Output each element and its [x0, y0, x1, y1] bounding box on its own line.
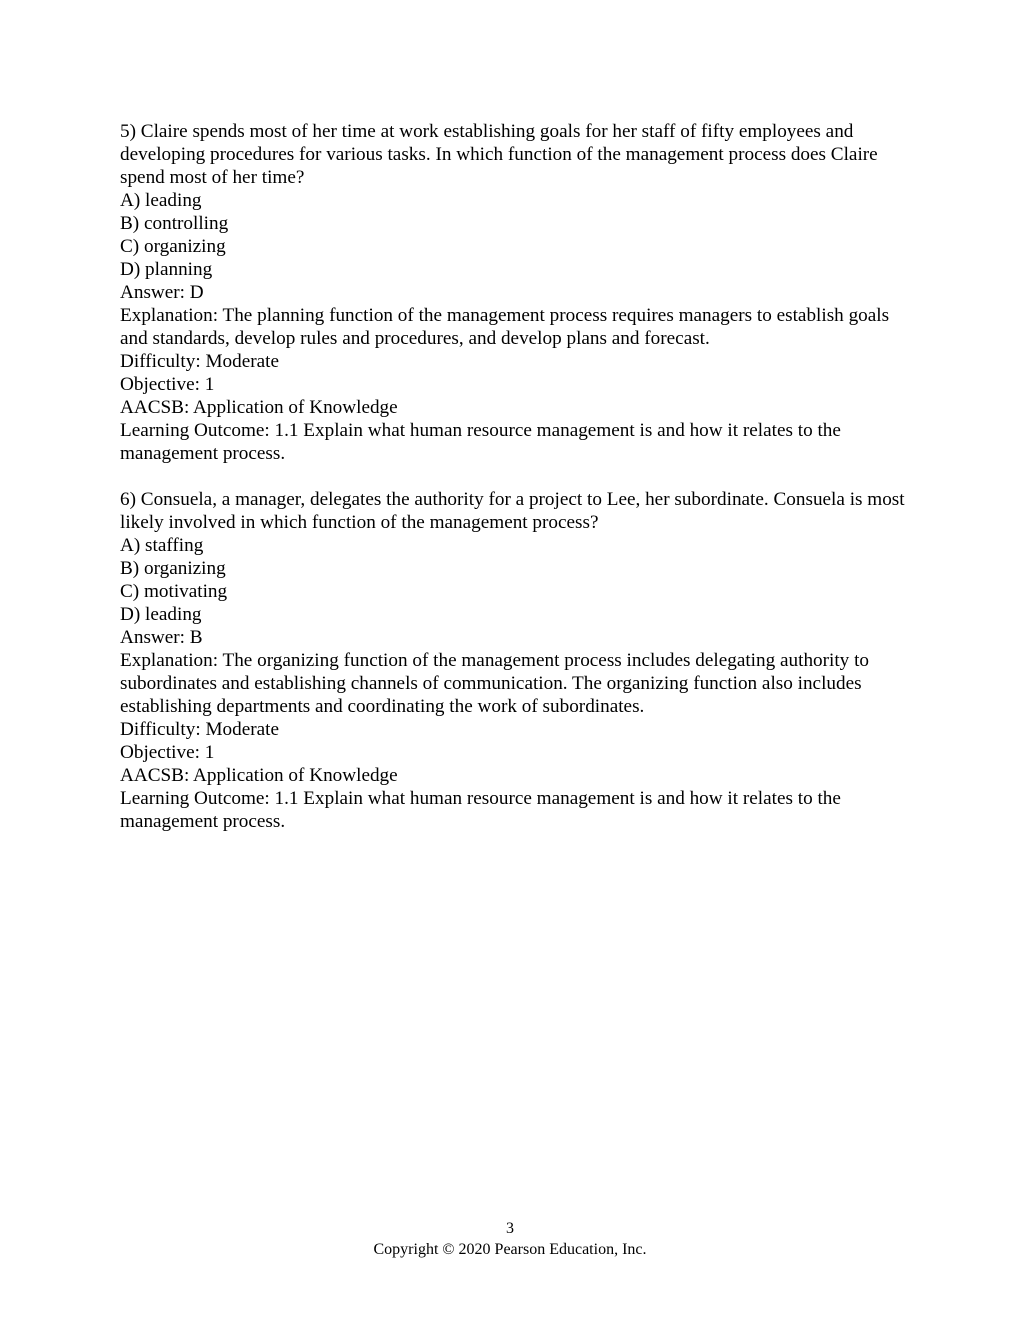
option-b: B) controlling	[120, 213, 229, 234]
question-stem: 6) Consuela, a manager, delegates the authority for a project to Lee, her subordinate. Consuela is most likely involved in which function of the management process?	[120, 489, 905, 533]
learning-outcome: Learning Outcome: 1.1 Explain what human resource management is and how it relates to the management process.	[120, 420, 841, 464]
option-b: B) organizing	[120, 558, 226, 579]
question-6	[120, 488, 910, 833]
page-number: 3	[506, 1220, 514, 1237]
option-a: A) leading	[120, 190, 202, 211]
option-d: D) leading	[120, 604, 202, 625]
difficulty: Difficulty: Moderate	[120, 351, 279, 372]
copyright-notice: Copyright © 2020 Pearson Education, Inc.	[373, 1241, 647, 1258]
difficulty: Difficulty: Moderate	[120, 719, 279, 740]
objective: Objective: 1	[120, 742, 215, 763]
aacsb: AACSB: Application of Knowledge	[120, 765, 398, 786]
page-content	[120, 120, 910, 833]
answer: Answer: B	[120, 627, 203, 648]
option-c: C) motivating	[120, 581, 228, 602]
explanation: Explanation: The organizing function of the management process includes delegating authority to subordinates and establishing channels of communication. The organizing function also includes establishing departments and coordinating the work of subordinates.	[120, 650, 869, 717]
answer: Answer: D	[120, 282, 204, 303]
option-d: D) planning	[120, 259, 213, 280]
explanation: Explanation: The planning function of the management process requires managers to establish goals and standards, develop rules and procedures, and develop plans and forecast.	[120, 305, 890, 349]
option-c: C) organizing	[120, 236, 226, 257]
objective: Objective: 1	[120, 374, 215, 395]
question-stem: 5) Claire spends most of her time at work establishing goals for her staff of fifty employees and developing procedures for various tasks. In which function of the management process does Claire spend most of her time?	[120, 121, 878, 188]
aacsb: AACSB: Application of Knowledge	[120, 397, 398, 418]
learning-outcome: Learning Outcome: 1.1 Explain what human resource management is and how it relates to the management process.	[120, 788, 841, 832]
option-a: A) staffing	[120, 535, 204, 556]
question-5	[120, 120, 910, 465]
